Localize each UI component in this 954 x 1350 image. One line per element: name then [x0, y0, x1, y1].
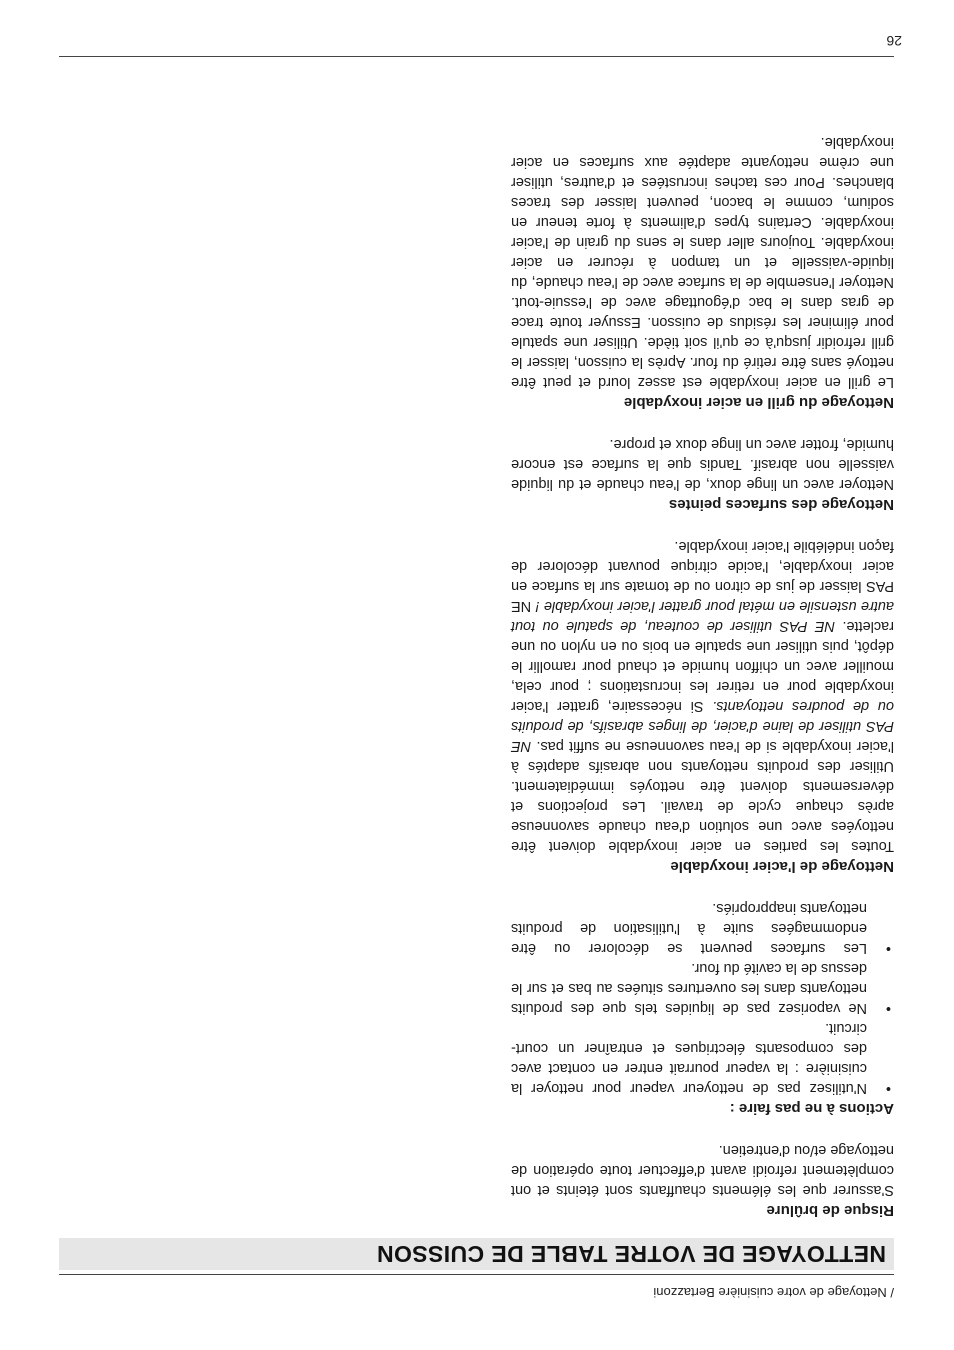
- dont-item-discolor: • Les surfaces peuvent se décolorer ou être endommagées suite à l'utilisation de produits nettoyants inappropriés.: [511, 898, 894, 958]
- header-divider: [59, 1274, 894, 1275]
- content-column: [511, 132, 894, 1220]
- grill-text: Le grill en acier inoxydable est assez lourd et peut être nettoyé sans être retiré du four. Après la cuisson, laisser le grill refroidir jusqu'à ce qu'il soit tiède. Utiliser une spatule pour éliminer les résidus de cuisson. Essuyer toute trace de gras dans le bac d'égouttage avec de l'essuie-tout. Nettoyer l'ensemble de la surface avec de l'eau chaude, du liquide-vaisselle et un tampon à récurer en acier inoxydable. Toujours aller dans le sens du grain de l'acier inoxydable. Certains types d'aliments à forte teneur en sodium, comme le bacon, peuvent laisser des traces blanches. Pour ces taches incrustées et d'autres, utiliser une crème nettoyante adaptée aux surfaces en acier inoxydable.: [511, 134, 894, 390]
- page-number: 26: [886, 33, 902, 49]
- burn-heading: Risque de brûlure: [766, 1202, 894, 1219]
- dont-item-spray: • Ne vaporisez pas de liquides tels que des produits nettoyants dans les ouvertures situées au bas et sur le dessus de la cavité du four.: [511, 958, 894, 1018]
- steel-heading: Nettoyage de l'acier inoxydable: [670, 858, 894, 875]
- steel-text: [511, 536, 894, 856]
- steel-warning-1: NE PAS utiliser de laine d'acier, de linges abrasifs, de produits ou de poudres nettoyants.: [511, 698, 894, 754]
- dont-heading: Actions à ne pas faire :: [729, 1100, 894, 1117]
- breadcrumb: / Nettoyage de votre cuisinière Bertazzoni: [653, 1285, 894, 1300]
- grill-heading: Nettoyage du grill en acier inoxydable: [623, 394, 894, 411]
- page-title: NETTOYAGE DE VOTRE TABLE DE CUISSON: [59, 1238, 894, 1270]
- footer-divider: [59, 56, 894, 57]
- dont-item-steam: • N'utilisez pas de nettoyeur vapeur pour nettoyer la cuisinière : la vapeur pourrait entrer en contact avec des composants électriques et entraîner un court-circuit.: [511, 1018, 894, 1098]
- steel-warning-2: NE PAS utiliser de couteau, de spatule ou tout autre ustensile en métal pour gratter l'acier inoxydable !: [511, 598, 894, 634]
- burn-text: S'assurer que les éléments chauffants sont éteints et ont complètement refroidi avant d'effectuer toute opération de nettoyage et/ou d'entretien.: [511, 1142, 894, 1198]
- dont-list: [511, 898, 894, 1098]
- steel-text-p3: NE PAS laisser de jus de citron ou de tomate sur la surface en acier inoxydable, l'acide citrique pouvant décolorer de façon indélébile l'acier inoxydable.: [510, 538, 894, 614]
- painted-heading: Nettoyage des surfaces peintes: [668, 496, 894, 513]
- steel-text-p2: Si nécessaire, gratter l'acier inoxydable pour en retirer les incrustations ; pour cela, mouiller avec un chiffon humide et chaud pour ramollir le dépôt, puis utiliser une spatule en bois ou en nylon ou une raclette.: [511, 618, 894, 714]
- steel-text-p1: Toutes les parties en acier inoxydable doivent être nettoyées avec une solution d'eau chaude savonneuse après chaque cycle de travail. Les projections et déversements doivent être nettoyés immédiatement. Utiliser des produits nettoyants non abrasifs adaptés à l'acier inoxydable si de l'eau savonneuse ne suffit pas.: [511, 738, 894, 854]
- painted-text: Nettoyer avec un linge doux, de l'eau chaude et du liquide vaisselle non abrasif. Tandis que la surface est encore humide, frotter avec un linge doux et propre.: [511, 436, 894, 492]
